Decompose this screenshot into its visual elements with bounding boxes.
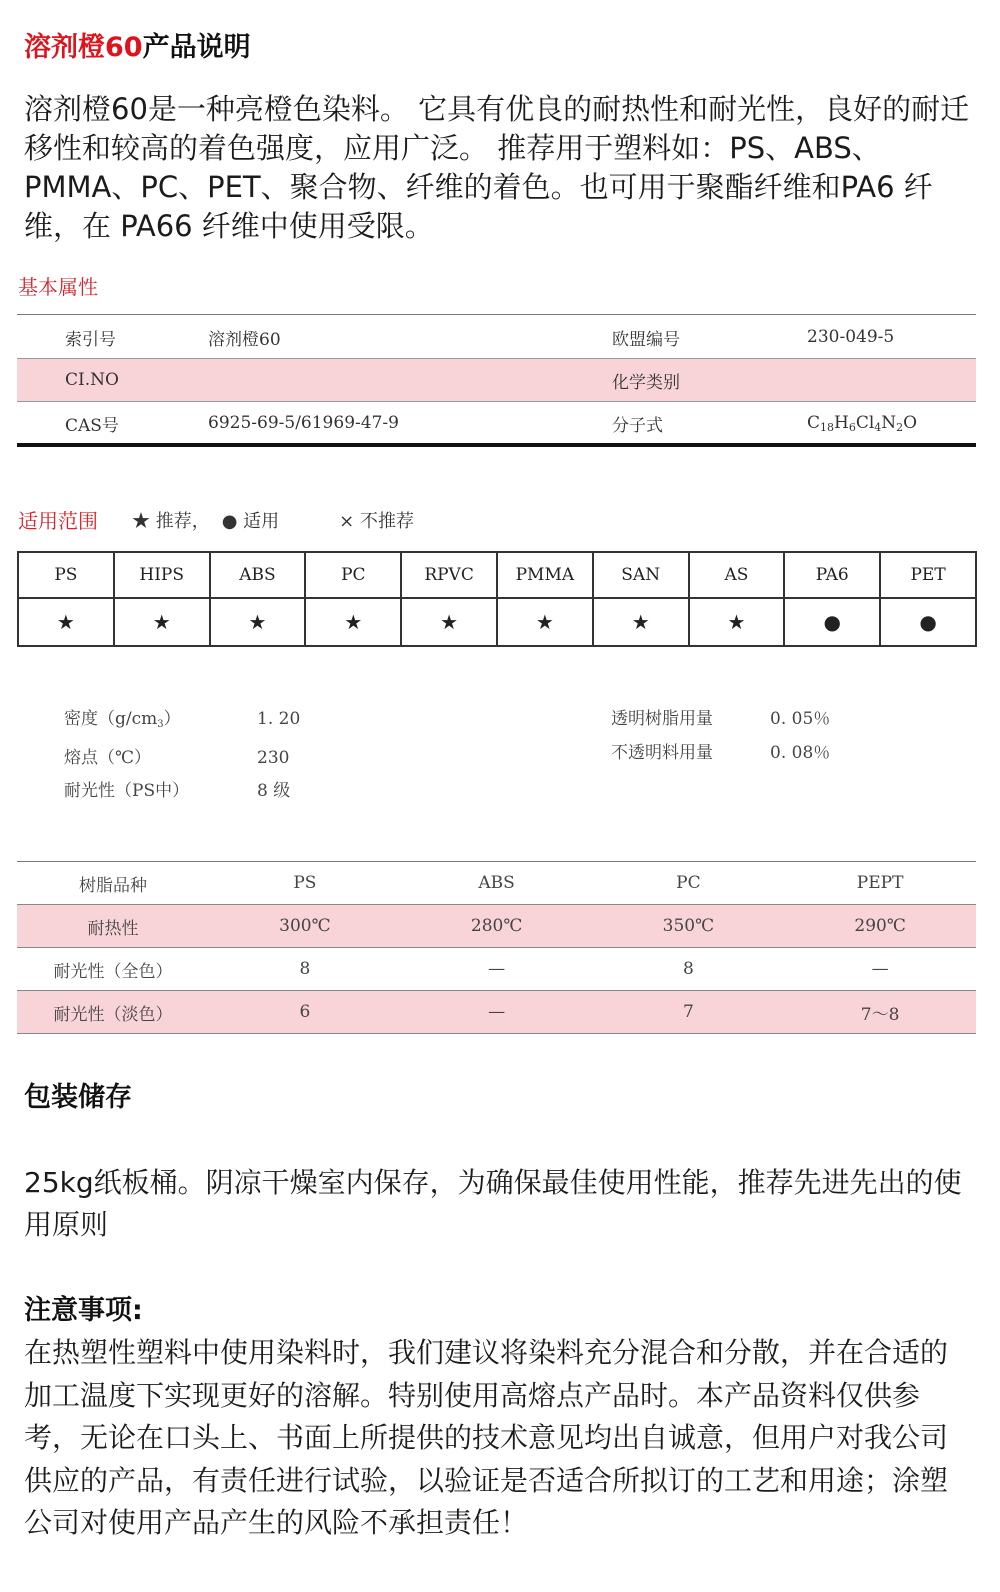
props-right	[611, 703, 830, 770]
row-key: CI.NO	[17, 359, 208, 402]
cell: 8	[209, 948, 401, 991]
legend-not-recommended: × 不推荐	[339, 511, 414, 532]
row-key: CAS号	[65, 415, 119, 436]
dot-icon: ●	[784, 598, 880, 646]
star-icon: ★	[305, 598, 401, 646]
star-icon: ★	[210, 598, 306, 646]
column-header: PC	[593, 862, 785, 905]
basic-properties-heading: 基本属性	[18, 275, 98, 299]
scope-legend	[132, 508, 414, 536]
row-value: 230-049-5	[807, 316, 976, 359]
star-icon: ★	[401, 598, 497, 646]
prop-transparent-dosage: 透明树脂用量 0. 05％	[611, 709, 831, 729]
scope-table	[17, 551, 977, 647]
resin-header: ABS	[210, 552, 306, 598]
row-value: 6925-69-5/61969-47-9	[208, 413, 399, 433]
prop-melting-point: 熔点（℃） 230	[64, 747, 290, 768]
cell: 300℃	[209, 905, 401, 948]
cell: 7～8	[784, 991, 976, 1034]
table-header-row	[17, 862, 976, 905]
packaging-heading: 包装储存	[24, 1082, 132, 1113]
resin-header: RPVC	[401, 552, 497, 598]
legend-recommend: ★ 推荐，	[132, 511, 210, 532]
row-label: 耐光性（全色）	[17, 948, 209, 991]
row-key: 化学类别	[612, 359, 807, 402]
prop-opaque-dosage: 不透明料用量 0. 08％	[611, 742, 831, 763]
star-icon: ★	[18, 598, 114, 646]
basic-properties-table	[17, 316, 976, 444]
row-label: 耐热性	[17, 905, 209, 948]
divider	[17, 314, 976, 315]
cell: 350℃	[593, 905, 785, 948]
star-icon: ★	[114, 598, 210, 646]
row-value	[208, 359, 612, 402]
table-row	[17, 905, 976, 948]
table-row	[17, 948, 976, 991]
table-row	[17, 991, 976, 1034]
cell: 280℃	[401, 905, 593, 948]
star-icon: ★	[593, 598, 689, 646]
dot-icon: ●	[880, 598, 976, 646]
legend-suitable: ● 适用	[221, 511, 280, 532]
row-key: 索引号	[17, 316, 208, 359]
notice-heading: 注意事项:	[24, 1295, 143, 1326]
cell: —	[784, 948, 976, 991]
intro-paragraph: 溶剂橙60是一种亮橙色染料。 它具有优良的耐热性和耐光性，良好的耐迁移性和较高的着色强度，应用广泛。 推荐用于塑料如：PS、ABS、PMMA、PC、PET、聚合物、纤维的着色。也可用于聚酯纤维和PA6 纤维，在 PA66 纤维中使用受限。	[24, 92, 970, 243]
table-row	[17, 402, 976, 445]
cell: 290℃	[784, 905, 976, 948]
row-key: 分子式	[612, 415, 663, 436]
cell: 7	[593, 991, 785, 1034]
cell: —	[401, 991, 593, 1034]
resin-header: PS	[18, 552, 114, 598]
prop-light-fastness: 耐光性（PS中） 8 级	[64, 781, 291, 801]
molecular-formula: $C_{18}H_6Cl_4N_2O$	[807, 412, 918, 434]
resin-header: HIPS	[114, 552, 210, 598]
star-icon: ★	[497, 598, 593, 646]
table-row	[17, 316, 976, 359]
resin-header: PC	[305, 552, 401, 598]
resin-header: PMMA	[497, 552, 593, 598]
column-header: 树脂品种	[17, 862, 209, 905]
divider-thick	[17, 443, 976, 447]
row-value: 溶剂橙60	[208, 316, 612, 359]
scope-heading: 适用范围	[18, 509, 98, 533]
resin-header: PET	[880, 552, 976, 598]
row-key: 欧盟编号	[612, 316, 807, 359]
packaging-text: 25kg纸板桶。阴凉干燥室内保存，为确保最佳使用性能，推荐先进先出的使用原则	[24, 1166, 962, 1241]
resin-header: SAN	[593, 552, 689, 598]
cell: —	[401, 948, 593, 991]
row-value	[807, 359, 976, 402]
scope-symbol-row	[18, 598, 976, 646]
column-header: PEPT	[784, 862, 976, 905]
resin-performance-table	[17, 862, 976, 1034]
row-label: 耐光性（淡色）	[17, 991, 209, 1034]
column-header: PS	[209, 862, 401, 905]
column-header: ABS	[401, 862, 593, 905]
notice-text: 在热塑性塑料中使用染料时，我们建议将染料充分混合和分散，并在合适的加工温度下实现更好的溶解。特别使用高熔点产品时。本产品资料仅供参考，无论在口头上、书面上所提供的技术意见均出自诚意，但用户对我公司供应的产品，有责任进行试验，以验证是否适合所拟订的工艺和用途；涂塑公司对使用产品产生的风险不承担责任！	[24, 1336, 949, 1539]
table-row	[17, 359, 976, 402]
title-suffix: 产品说明	[142, 32, 251, 63]
cell: 6	[209, 991, 401, 1034]
resin-header: PA6	[784, 552, 880, 598]
product-name: 溶剂橙60	[24, 32, 143, 63]
resin-header: AS	[689, 552, 785, 598]
props-left	[64, 703, 300, 809]
page-title	[24, 28, 251, 68]
scope-header-row	[18, 552, 976, 598]
cell: 8	[593, 948, 785, 991]
prop-density: 密度$(g/cm_3)$ 1. 20	[64, 709, 301, 730]
star-icon: ★	[689, 598, 785, 646]
